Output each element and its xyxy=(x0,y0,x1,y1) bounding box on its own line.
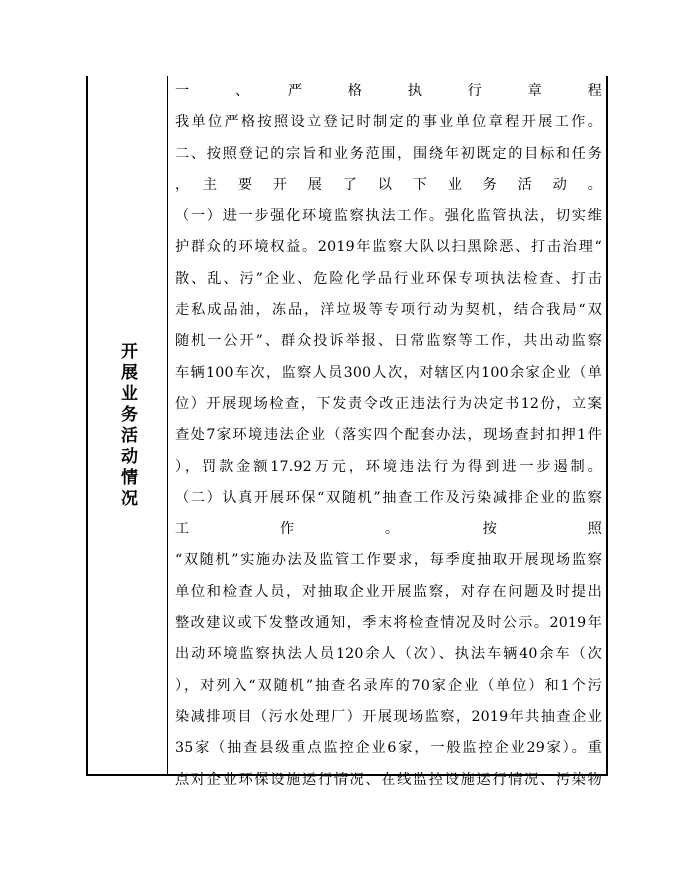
content-line: 二、按照登记的宗旨和业务范围，围绕年初既定的目标和任务 xyxy=(175,145,602,162)
content-line: 点对企业环保设施运行情况、在线监控设施运行情况、污染物 xyxy=(175,771,602,788)
content-line: 单位和检查人员，对抽取企业开展监察，对存在问题及时提出 xyxy=(175,583,602,600)
content-line: 出动环境监察执法人员120余人（次）、执法车辆40余车（次 xyxy=(175,646,602,663)
content-line: 走私成品油，冻品，洋垃圾等专项行动为契机，结合我局“双 xyxy=(175,302,602,319)
content-line: 整改建议或下发整改通知，季末将检查情况及时公示。2019年 xyxy=(175,615,602,632)
content-line: 散、乱、污”企业、危险化学品行业环保专项执法检查、打击 xyxy=(175,270,602,287)
content-line: 我单位严格按照设立登记时制定的事业单位章程开展工作。 xyxy=(175,114,602,131)
content-line: 一 、 严 格 执 行 章 程 xyxy=(175,83,602,99)
content-line: 工 作 。 按 照 xyxy=(175,521,602,538)
content-line: ），对列入“双随机”抽查名录库的70家企业（单位）和1个污 xyxy=(175,677,602,694)
content-line: ），罚款金额17.92万元，环境违法行为得到进一步遏制。 xyxy=(175,458,602,475)
content-line: （二）认真开展环保“双随机”抽查工作及污染减排企业的监察 xyxy=(175,489,602,506)
content-line: 车辆100车次，监察人员300人次，对辖区内100余家企业（单 xyxy=(175,364,602,381)
content-line: ， 主 要 开 展 了 以 下 业 务 活 动 。 xyxy=(175,176,602,193)
content-line: 35家（抽查县级重点监控企业6家，一般监控企业29家）。重 xyxy=(175,740,602,757)
label-cell xyxy=(88,76,167,774)
column-divider xyxy=(167,76,168,774)
activity-table xyxy=(86,76,608,788)
content-line: 染减排项目（污水处理厂）开展现场监察，2019年共抽查企业 xyxy=(175,708,602,725)
content-line: （一）进一步强化环境监察执法工作。强化监管执法，切实维 xyxy=(175,208,602,225)
content-line: 位）开展现场检查，下发责令改正违法行为决定书12份，立案 xyxy=(175,395,602,412)
content-cell xyxy=(175,76,602,796)
section-label: 开展业务活动情况 xyxy=(117,342,137,510)
content-line: “双随机”实施办法及监管工作要求，每季度抽取开展现场监察 xyxy=(175,552,602,569)
content-line: 随机一公开”、群众投诉举报、日常监察等工作，共出动监察 xyxy=(175,333,602,350)
content-line: 查处7家环境违法企业（落实四个配套办法，现场查封扣押1件 xyxy=(175,427,602,444)
content-line: 护群众的环境权益。2019年监察大队以扫黑除恶、打击治理“ xyxy=(175,239,602,256)
